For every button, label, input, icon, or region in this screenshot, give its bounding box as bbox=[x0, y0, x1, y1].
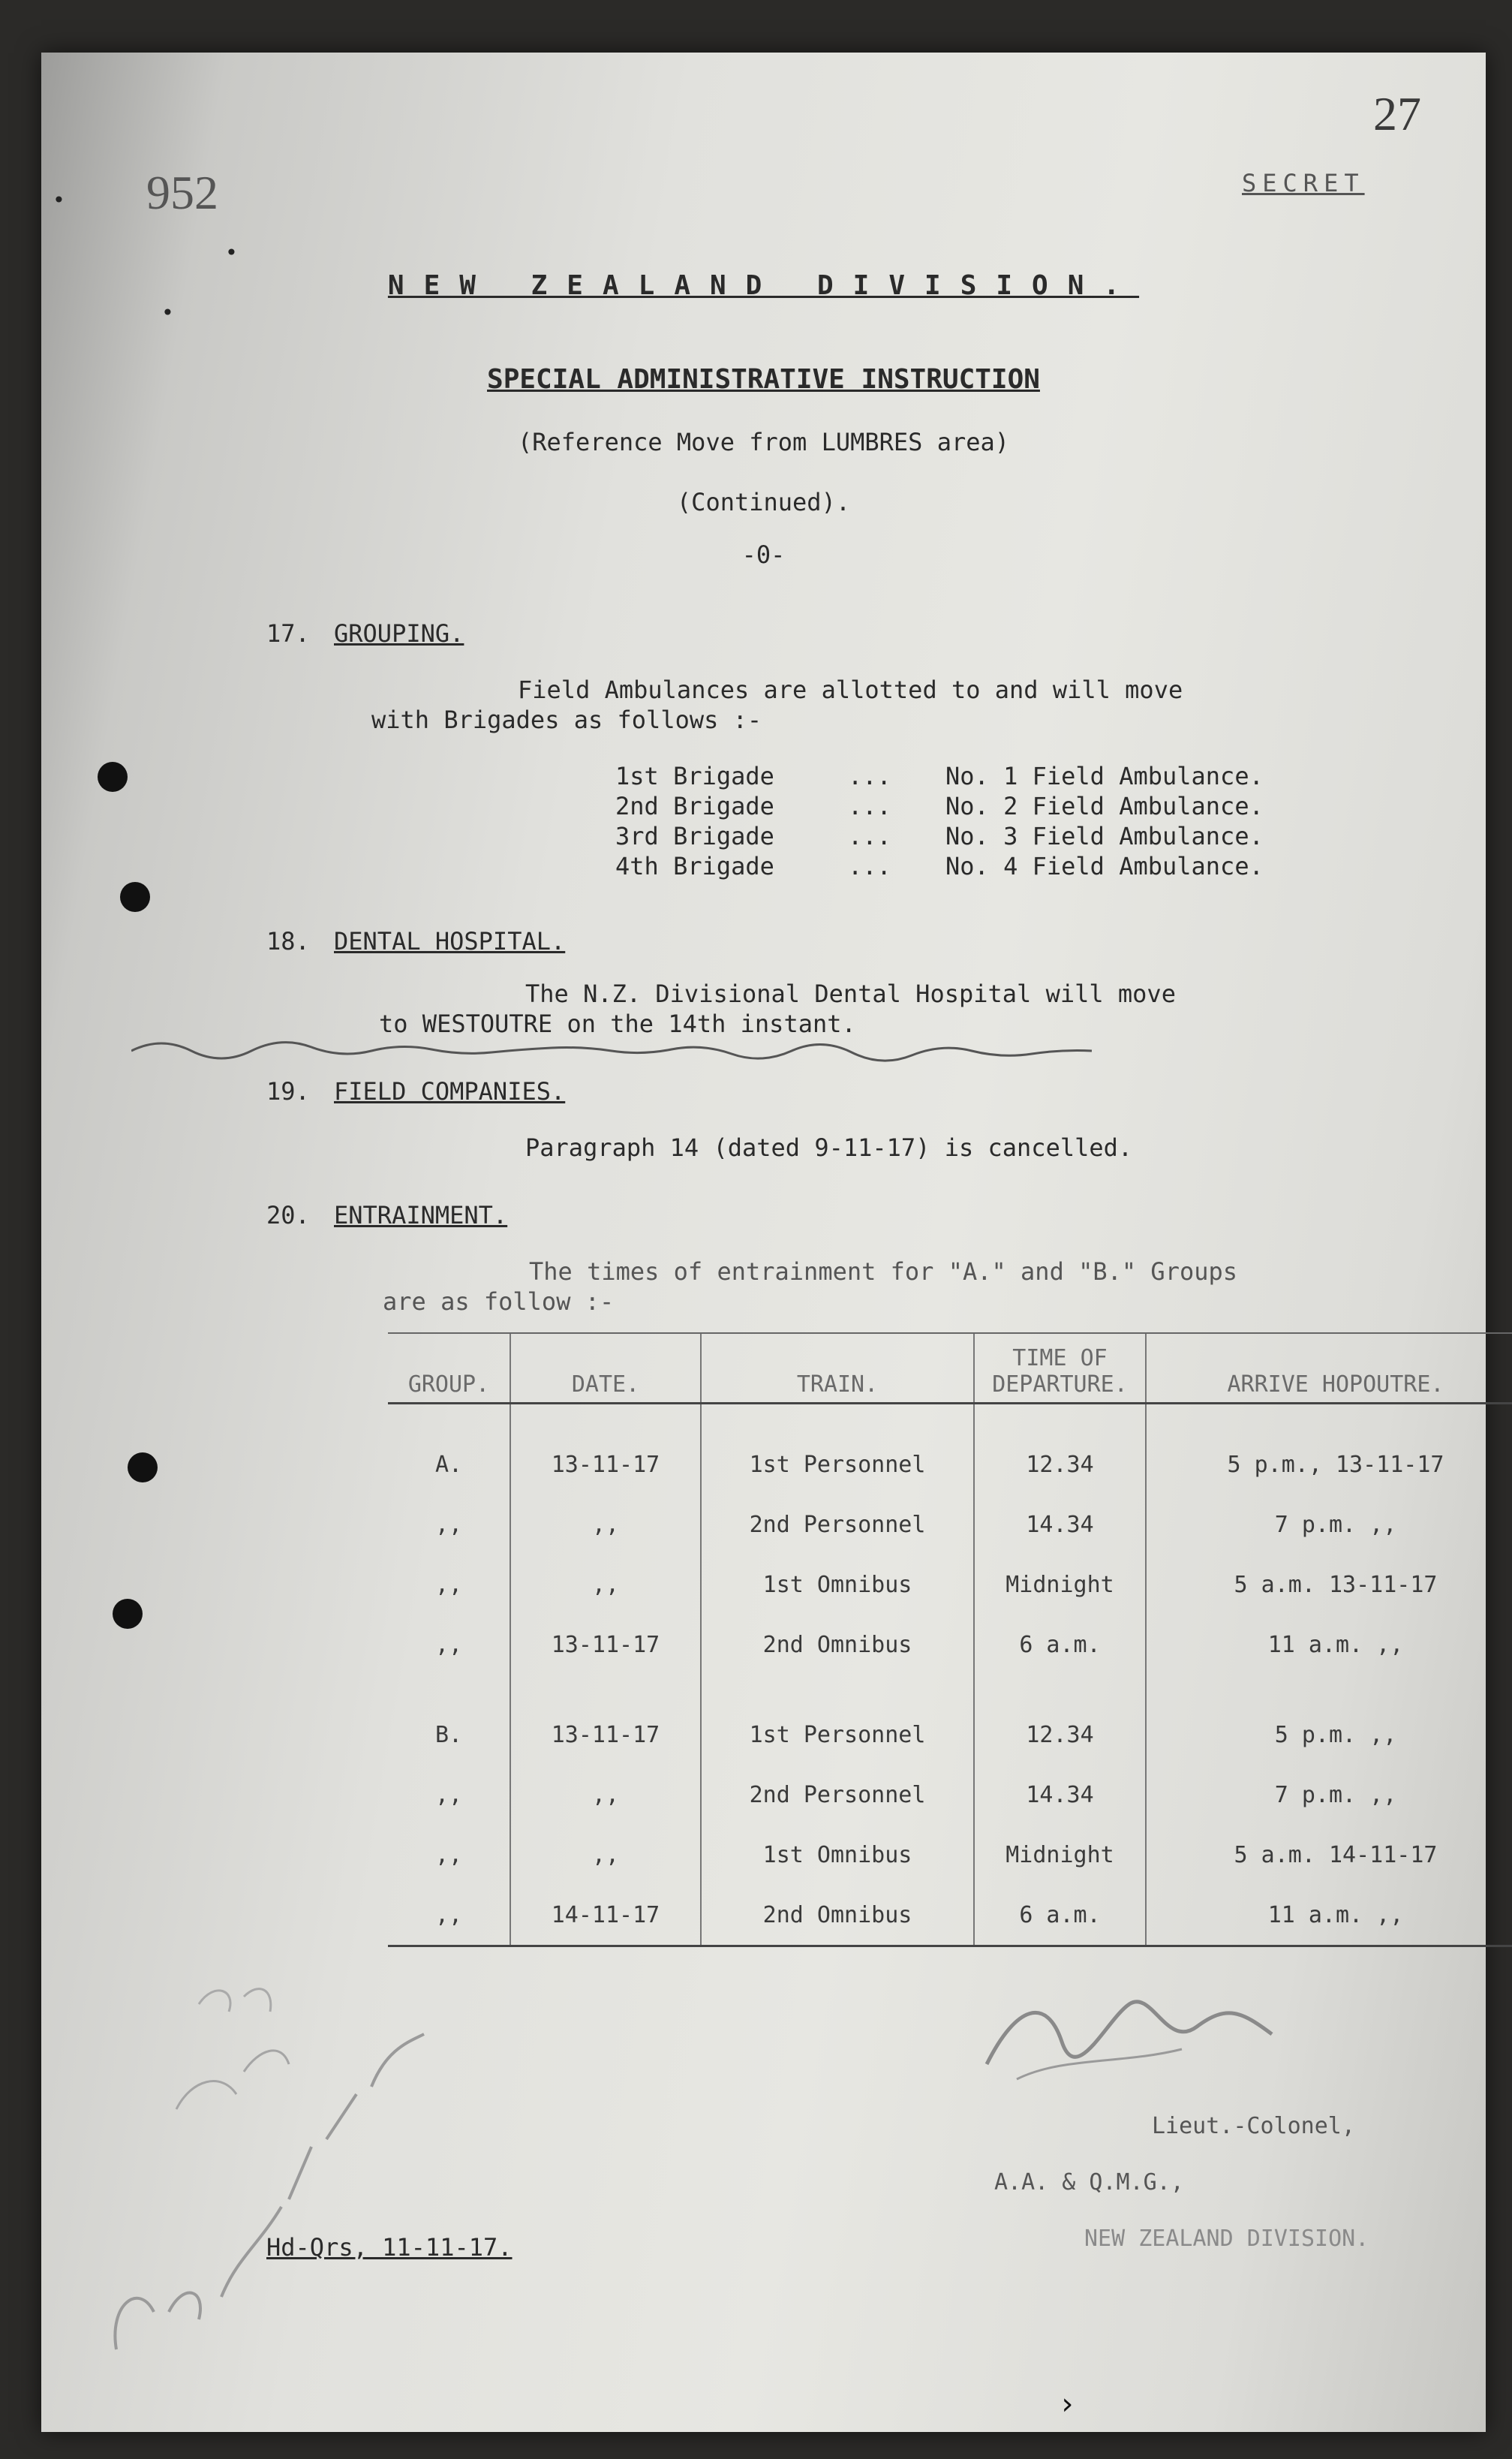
cell-depart: 14.34 bbox=[974, 1765, 1146, 1825]
punch-mark: • bbox=[53, 188, 65, 212]
separator: -0- bbox=[741, 540, 786, 569]
cell-arrive: 5 a.m. 14-11-17 bbox=[1146, 1825, 1512, 1885]
cell-train: 2nd Personnel bbox=[701, 1765, 974, 1825]
cell-arrive: 7 p.m. ,, bbox=[1146, 1494, 1512, 1555]
section-heading-grouping: GROUPING. bbox=[334, 619, 464, 648]
section-number: 17. bbox=[266, 619, 310, 648]
cell-group: ,, bbox=[434, 1841, 463, 1868]
cell-date: ,, bbox=[510, 1555, 701, 1615]
allotment-ambulance: No. 1 Field Ambulance. bbox=[945, 762, 1264, 790]
division-heading: NEW ZEALAND DIVISION. bbox=[387, 270, 1140, 301]
cell-depart: 6 a.m. bbox=[974, 1885, 1146, 1946]
cell-date: 14-11-17 bbox=[510, 1885, 701, 1946]
cell-date: ,, bbox=[510, 1765, 701, 1825]
cell-date: ,, bbox=[510, 1825, 701, 1885]
table-row bbox=[388, 1494, 1512, 1555]
allotment-brigade: 2nd Brigade bbox=[615, 792, 774, 820]
cell-date: ,, bbox=[510, 1494, 701, 1555]
cell-train: 2nd Personnel bbox=[701, 1494, 974, 1555]
classification-label: SECRET bbox=[1242, 169, 1365, 197]
cell-date: 13-11-17 bbox=[510, 1615, 701, 1675]
cell-date: 13-11-17 bbox=[510, 1705, 701, 1765]
cell-date: 13-11-17 bbox=[510, 1434, 701, 1494]
cell-depart: Midnight bbox=[974, 1825, 1146, 1885]
section-number: 18. bbox=[266, 927, 310, 956]
allotment-brigade: 1st Brigade bbox=[615, 762, 774, 790]
cell-train: 1st Personnel bbox=[701, 1705, 974, 1765]
signature-role: A.A. & Q.M.G., bbox=[994, 2169, 1184, 2196]
table-row bbox=[388, 1434, 1512, 1494]
cell-arrive: 5 p.m. ,, bbox=[1146, 1705, 1512, 1765]
reference-line: (Reference Move from LUMBRES area) bbox=[517, 428, 1010, 456]
signature-scrawl bbox=[972, 1974, 1287, 2094]
cell-depart: Midnight bbox=[974, 1555, 1146, 1615]
cell-arrive: 5 p.m., 13-11-17 bbox=[1146, 1434, 1512, 1494]
cell-train: 1st Omnibus bbox=[701, 1555, 974, 1615]
cell-depart: 12.34 bbox=[974, 1705, 1146, 1765]
binder-hole bbox=[113, 1599, 143, 1629]
cell-arrive: 11 a.m. ,, bbox=[1146, 1885, 1512, 1946]
cell-arrive: 11 a.m. ,, bbox=[1146, 1615, 1512, 1675]
pencil-annotation bbox=[86, 1959, 461, 2379]
cell-train: 1st Omnibus bbox=[701, 1825, 974, 1885]
column-header: ARRIVE HOPOUTRE. bbox=[1146, 1333, 1512, 1404]
cell-arrive: 5 a.m. 13-11-17 bbox=[1146, 1555, 1512, 1615]
cell-train: 2nd Omnibus bbox=[701, 1885, 974, 1946]
allotment-brigade: 4th Brigade bbox=[615, 852, 774, 880]
cell-depart: 12.34 bbox=[974, 1434, 1146, 1494]
allotment-dots: ... bbox=[848, 792, 891, 820]
cell-group: B. bbox=[434, 1721, 463, 1748]
table-row bbox=[388, 1765, 1512, 1825]
cell-group: ,, bbox=[434, 1511, 463, 1538]
file-number-stamp: 952 bbox=[146, 166, 218, 219]
cell-group: ,, bbox=[434, 1631, 463, 1658]
cell-group: A. bbox=[434, 1451, 463, 1478]
paragraph-line: The times of entrainment for "A." and "B." Groups bbox=[529, 1257, 1238, 1286]
table-row bbox=[388, 1705, 1512, 1765]
table-header-row bbox=[388, 1333, 1512, 1404]
cell-depart: 14.34 bbox=[974, 1494, 1146, 1555]
cell-group: ,, bbox=[434, 1781, 463, 1808]
allotment-ambulance: No. 2 Field Ambulance. bbox=[945, 792, 1264, 820]
column-header: GROUP. bbox=[388, 1333, 510, 1404]
section-heading-field-companies: FIELD COMPANIES. bbox=[334, 1077, 566, 1106]
continued-line: (Continued). bbox=[676, 488, 851, 516]
paragraph-line: The N.Z. Divisional Dental Hospital will move bbox=[525, 980, 1176, 1008]
folio-stamp: 27 bbox=[1373, 87, 1421, 140]
cell-train: 2nd Omnibus bbox=[701, 1615, 974, 1675]
entrainment-table bbox=[388, 1332, 1512, 1947]
binder-hole bbox=[98, 762, 128, 792]
allotment-ambulance: No. 4 Field Ambulance. bbox=[945, 852, 1264, 880]
allotment-brigade: 3rd Brigade bbox=[615, 822, 774, 850]
column-header: DATE. bbox=[510, 1333, 701, 1404]
cell-depart: 6 a.m. bbox=[974, 1615, 1146, 1675]
binder-hole bbox=[120, 882, 150, 912]
signature-rank: Lieut.-Colonel, bbox=[1152, 2113, 1355, 2139]
table-row bbox=[388, 1885, 1512, 1946]
allotment-dots: ... bbox=[848, 852, 891, 880]
paragraph-line: with Brigades as follows :- bbox=[371, 706, 762, 734]
paragraph-line: to WESTOUTRE on the 14th instant. bbox=[379, 1010, 856, 1038]
column-header: TRAIN. bbox=[701, 1333, 974, 1404]
column-header: TIME OF DEPARTURE. bbox=[974, 1333, 1146, 1404]
section-heading-dental: DENTAL HOSPITAL. bbox=[334, 927, 566, 956]
document-page bbox=[41, 53, 1486, 2432]
table-row bbox=[388, 1615, 1512, 1675]
section-number: 20. bbox=[266, 1201, 310, 1230]
headquarters-date: Hd-Qrs, 11-11-17. bbox=[266, 2233, 513, 2262]
allotment-dots: ... bbox=[848, 762, 891, 790]
cell-arrive: 7 p.m. ,, bbox=[1146, 1765, 1512, 1825]
allotment-dots: ... bbox=[848, 822, 891, 850]
punch-mark: • bbox=[225, 240, 238, 265]
table-row bbox=[388, 1555, 1512, 1615]
paragraph-line: Field Ambulances are allotted to and will move bbox=[518, 676, 1183, 704]
paragraph-line: Paragraph 14 (dated 9-11-17) is cancelled. bbox=[525, 1133, 1133, 1162]
allotment-ambulance: No. 3 Field Ambulance. bbox=[945, 822, 1264, 850]
cell-group: ,, bbox=[388, 1885, 510, 1946]
cell-group: ,, bbox=[434, 1571, 463, 1598]
corner-mark: › bbox=[1058, 2387, 1077, 2421]
section-number: 19. bbox=[266, 1077, 310, 1106]
table-row bbox=[388, 1825, 1512, 1885]
document-title: SPECIAL ADMINISTRATIVE INSTRUCTION bbox=[487, 364, 1040, 395]
section-heading-entrainment: ENTRAINMENT. bbox=[334, 1201, 508, 1230]
cell-train: 1st Personnel bbox=[701, 1434, 974, 1494]
wavy-ink-line bbox=[131, 1028, 1107, 1066]
punch-mark: • bbox=[161, 300, 174, 325]
binder-hole bbox=[128, 1452, 158, 1482]
paragraph-line: are as follow :- bbox=[383, 1287, 615, 1316]
signature-unit: NEW ZEALAND DIVISION. bbox=[1084, 2226, 1369, 2252]
